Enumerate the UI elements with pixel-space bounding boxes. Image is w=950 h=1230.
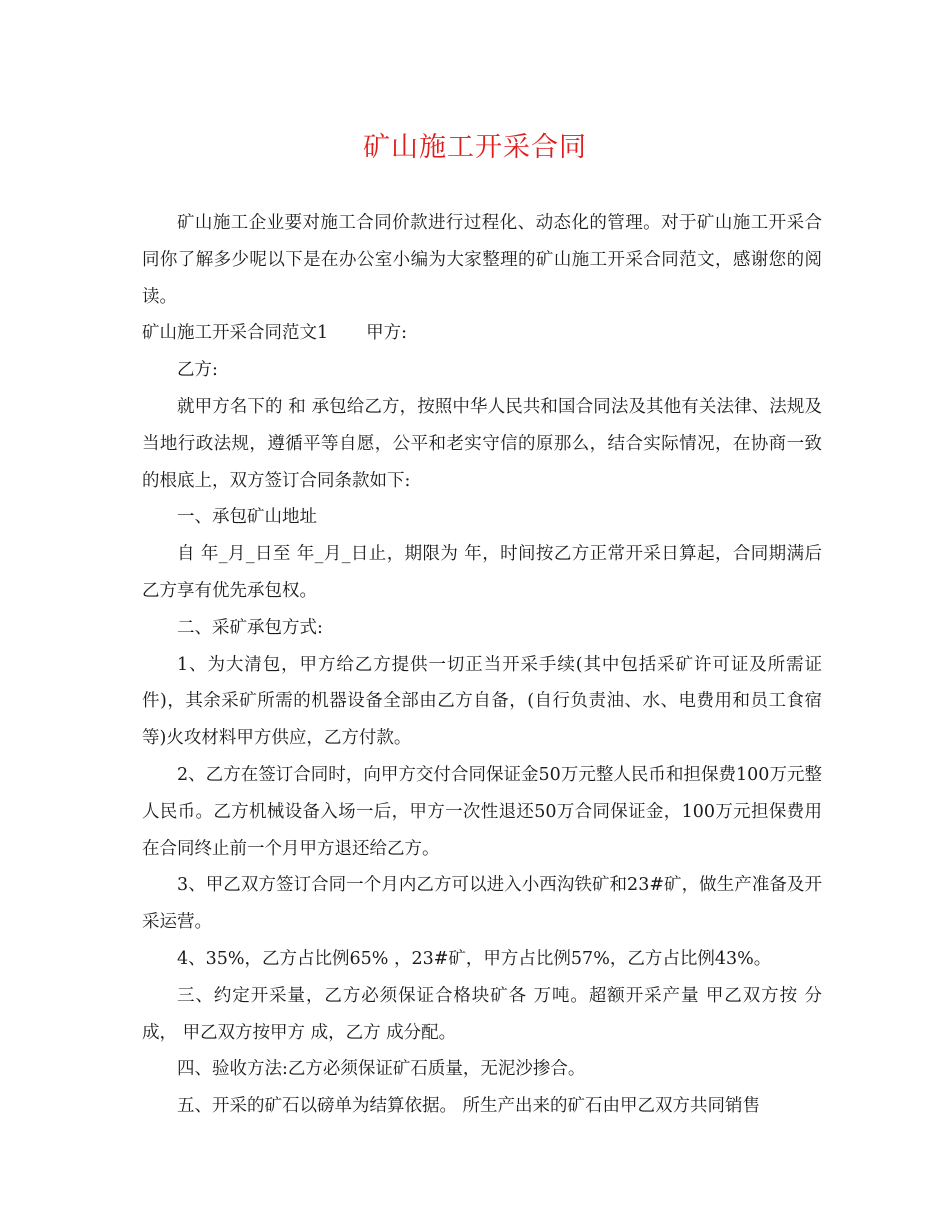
paragraph-term: 自 年_月_日至 年_月_日止，期限为 年，时间按乙方正常开采日算起，合同期满后乙方享有优先承包权。: [142, 544, 822, 601]
clause-3: 3、甲乙双方签订合同一个月内乙方可以进入小西沟铁矿和23#矿，做生产准备及开采运营。: [142, 875, 822, 933]
clause-1: 1、为大清包，甲方给乙方提供一切正当开采手续(其中包括采矿许可证及所需证件)，其余采矿所需的机器设备全部由乙方自备，(自行负责油、水、电费用和员工食宿等)火攻材料甲方供应，乙方付款。: [142, 654, 822, 749]
intro-paragraph: 矿山施工企业要对施工合同价款进行过程化、动态化的管理。对于矿山施工开采合同你了解多少呢以下是在办公室小编为大家整理的矿山施工开采合同范文，感谢您的阅读。: [142, 213, 822, 307]
sample-heading-line: [142, 315, 822, 352]
section-heading-4: 四、验收方法:乙方必须保证矿石质量，无泥沙掺合。: [177, 1059, 586, 1080]
clause-4: 4、35%，乙方占比例65% ，23#矿，甲方占比例57%，乙方占比例43%。: [177, 948, 772, 969]
section-heading-3: 三、约定开采量，乙方必须保证合格块矿各 万吨。超额开采产量 甲乙双方按 分成， 甲乙双方按甲方 成，乙方 成分配。: [142, 985, 822, 1043]
clause-2: 2、乙方在签订合同时，向甲方交付合同保证金50万元整人民币和担保费100万元整人民币。乙方机械设备入场一后，甲方一次性退还50万合同保证金，100万元担保费用在合同终止前一个月甲方退还给乙方。: [142, 764, 822, 859]
document-title: 矿山施工开采合同: [363, 132, 587, 163]
paragraph-preamble: 就甲方名下的 和 承包给乙方，按照中华人民共和国合同法及其他有关法律、法规及当地行政法规，遵循平等自愿，公平和老实守信的原那么，结合实际情况，在协商一致的根底上，双方签订合同条款如下:: [142, 396, 822, 491]
section-heading-1: 一、承包矿山地址: [177, 507, 317, 528]
section-heading-5: 五、开采的矿石以磅单为结算依据。 所生产出来的矿石由甲乙双方共同销售: [177, 1096, 761, 1117]
party-a-label: 甲方:: [366, 323, 408, 344]
section-heading-2: 二、采矿承包方式:: [177, 617, 323, 638]
sample-heading: 矿山施工开采合同范文1: [142, 323, 329, 344]
party-b-label: 乙方:: [177, 360, 218, 381]
document-body: [142, 205, 822, 1125]
